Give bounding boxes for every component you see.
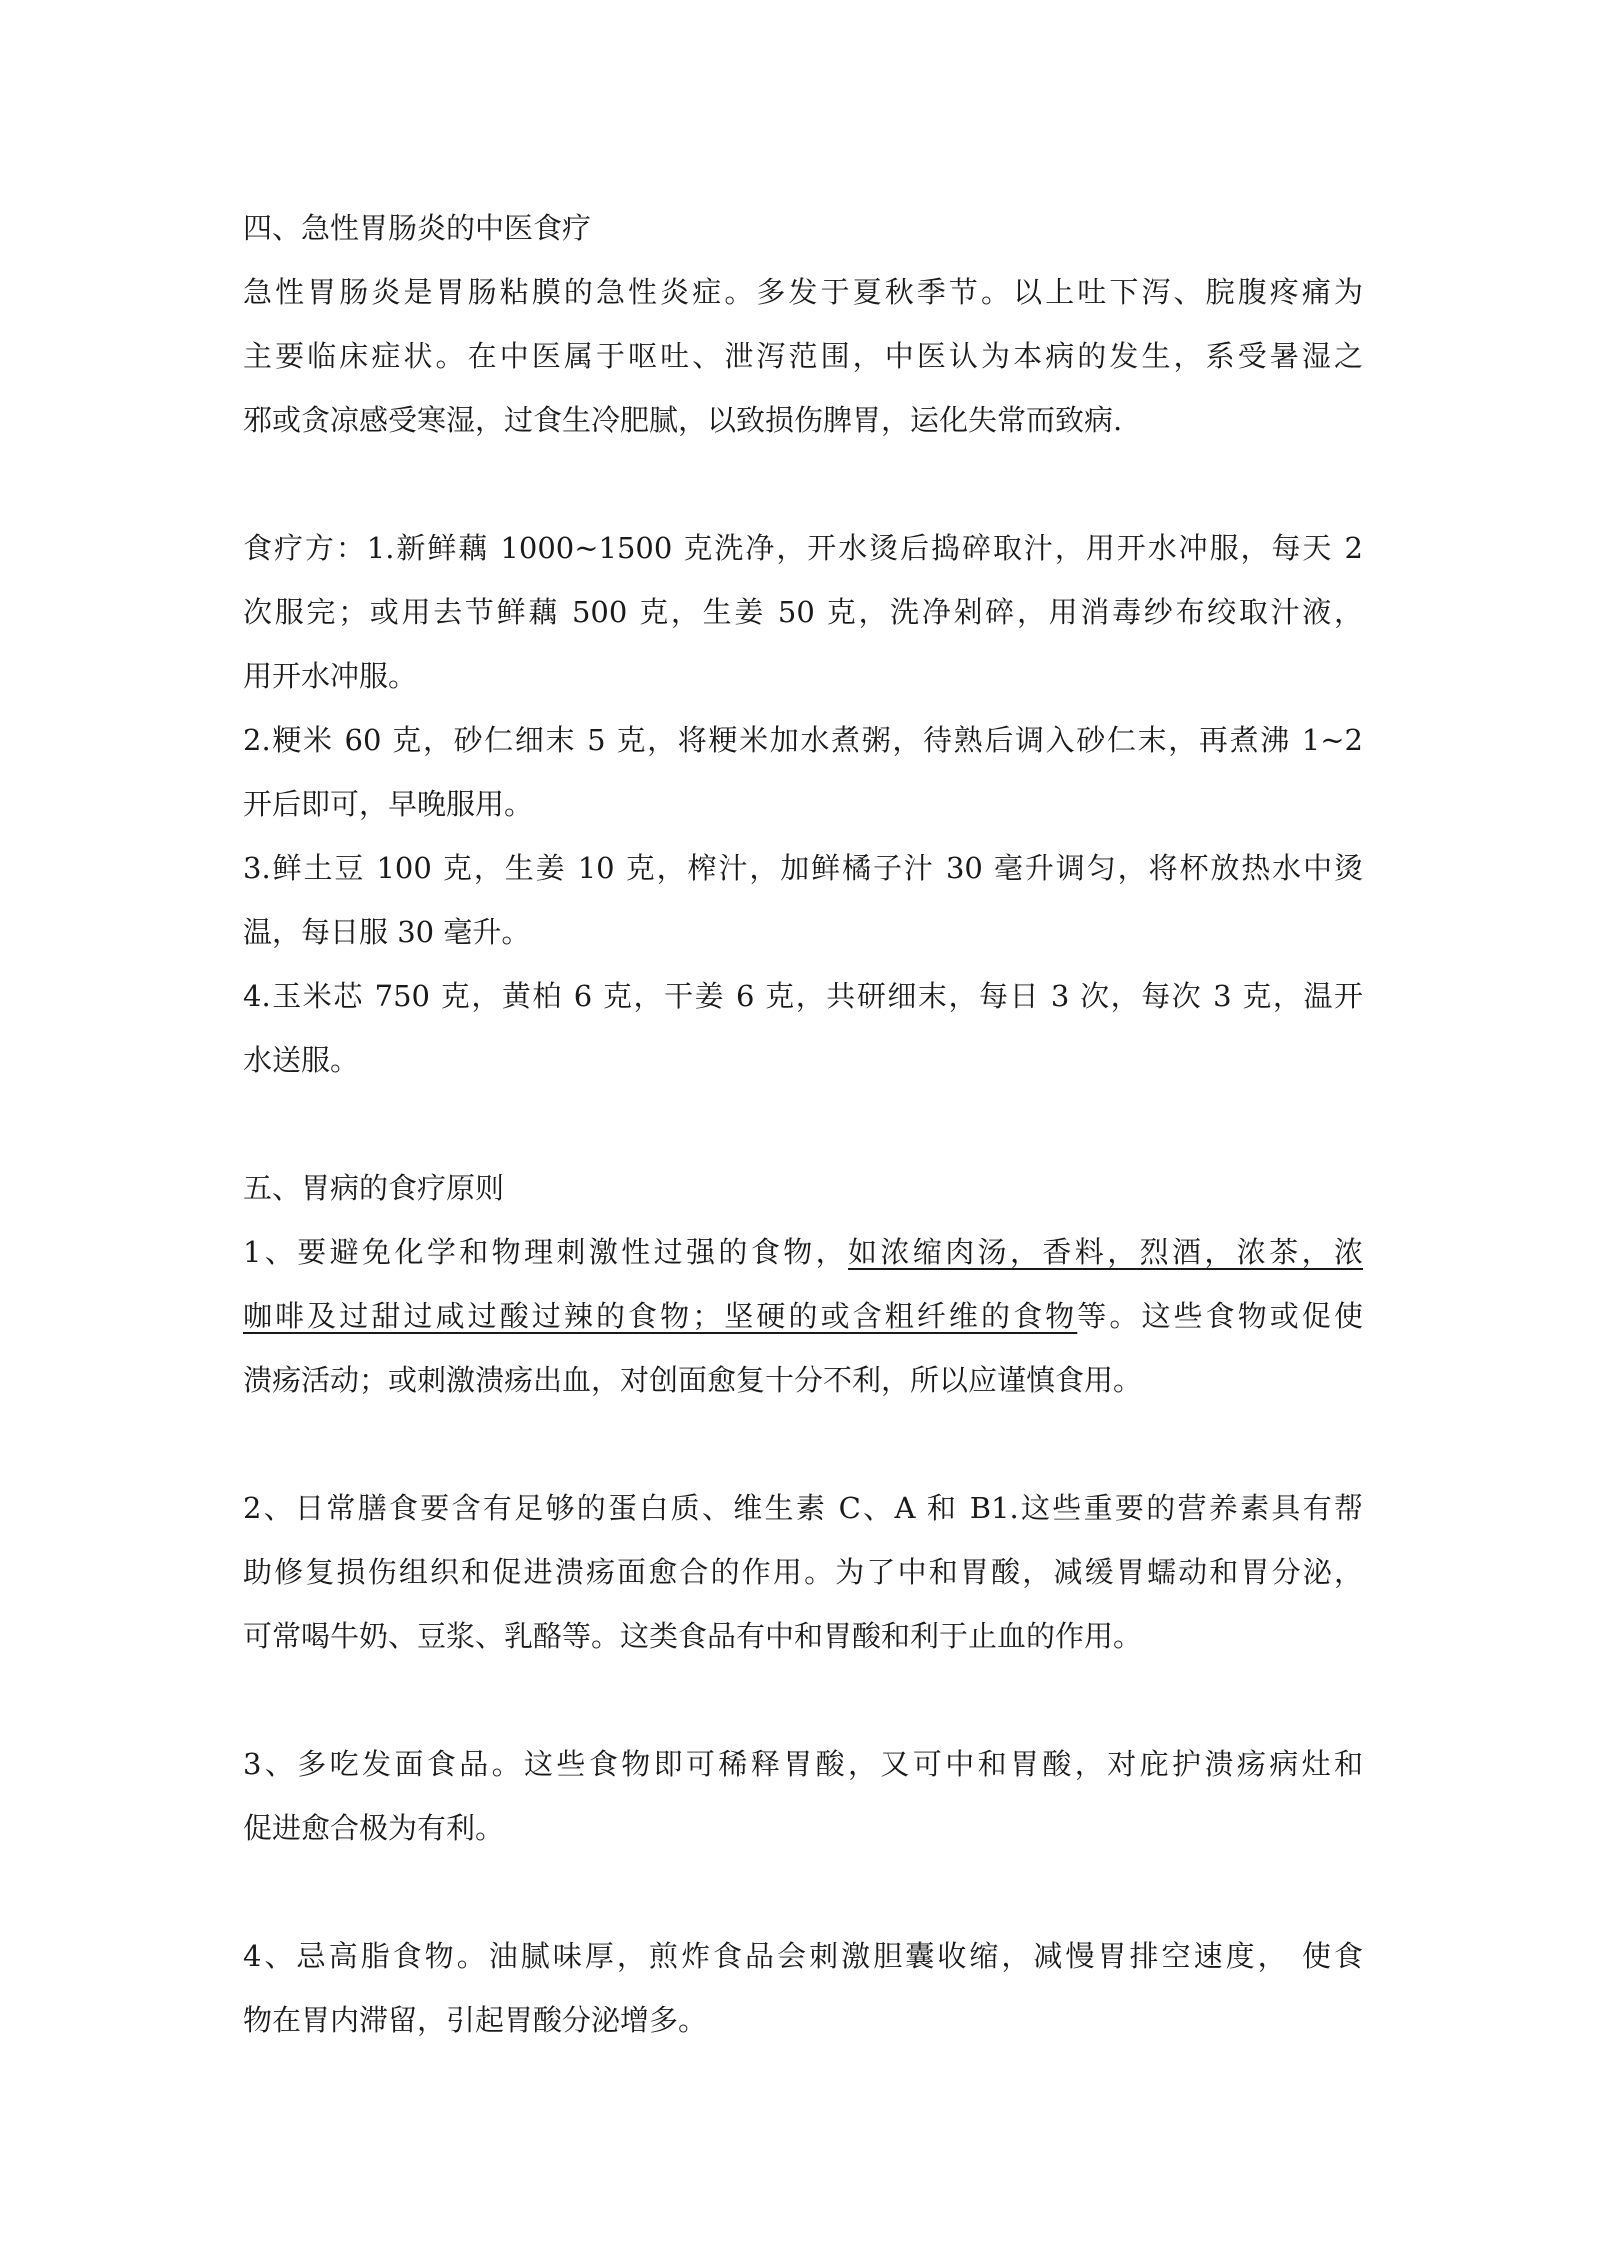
paragraph-gap: [243, 1668, 1363, 1732]
section4-intro-line3: 邪或贪凉感受寒湿，过食生冷肥腻，以致损伤脾胃，运化失常而致病.: [243, 403, 1123, 437]
principle3-line1: 3、多吃发面食品。这些食物即可稀释胃酸，又可中和胃酸，对庇护溃疡病灶和: [243, 1747, 1363, 1781]
principle1-line2-underlined: 咖啡及过甜过咸过酸过辣的食物；坚硬的或含粗纤维的食物: [243, 1299, 1078, 1333]
recipe4-line2: 水送服。: [243, 1043, 360, 1077]
principle4-line1: 4、忌高脂食物。油腻味厚，煎炸食品会刺激胆囊收缩，减慢胃排空速度， 使食: [243, 1939, 1363, 1973]
principle1-line1: [243, 1220, 1363, 1284]
section4-intro-line1: 急性胃肠炎是胃肠粘膜的急性炎症。多发于夏秋季节。以上吐下泻、脘腹疼痛为: [243, 275, 1363, 309]
principle1-line1-plain: 1、要避免化学和物理刺激性过强的食物，: [243, 1235, 849, 1269]
recipe1-line1: 食疗方：1.新鲜藕 1000~1500 克洗净，开水烫后捣碎取汁，用开水冲服，每天 2: [243, 531, 1363, 565]
paragraph-gap: [243, 1412, 1363, 1476]
principle1-line2-plain: 等。这些食物或促使: [1077, 1299, 1363, 1333]
section4-intro-line2: 主要临床症状。在中医属于呕吐、泄泻范围，中医认为本病的发生，系受暑湿之: [243, 339, 1363, 373]
principle3-line2: 促进愈合极为有利。: [243, 1811, 505, 1845]
recipe1-line2: 次服完；或用去节鲜藕 500 克，生姜 50 克，洗净剁碎，用消毒纱布绞取汁液，: [243, 595, 1363, 629]
principle2-line1: 2、日常膳食要含有足够的蛋白质、维生素 C、A 和 B1.这些重要的营养素具有帮: [243, 1491, 1363, 1525]
principle1-line3: 溃疡活动；或刺激溃疡出血，对创面愈复十分不利，所以应谨慎食用。: [243, 1363, 1143, 1397]
recipe2-line1: 2.粳米 60 克，砂仁细末 5 克，将粳米加水煮粥，待熟后调入砂仁末，再煮沸 1~2: [243, 723, 1363, 757]
paragraph-gap: [243, 452, 1363, 516]
recipe3-line1: 3.鲜土豆 100 克，生姜 10 克，榨汁，加鲜橘子汁 30 毫升调匀，将杯放热水中烫: [243, 851, 1363, 885]
recipe2-line2: 开后即可，早晚服用。: [243, 787, 534, 821]
section5-heading: 五、胃病的食疗原则: [243, 1171, 505, 1205]
paragraph-gap: [243, 1860, 1363, 1924]
principle1-line1-underlined: 如浓缩肉汤，香料，烈酒，浓茶，浓: [848, 1235, 1363, 1269]
principle2-line3: 可常喝牛奶、豆浆、乳酪等。这类食品有中和胃酸和利于止血的作用。: [243, 1619, 1143, 1653]
paragraph-gap: [243, 1092, 1363, 1156]
section4-heading: 四、急性胃肠炎的中医食疗: [243, 211, 592, 245]
document-page: [243, 196, 1363, 2052]
principle1-line2: [243, 1284, 1363, 1348]
principle2-line2: 助修复损伤组织和促进溃疡面愈合的作用。为了中和胃酸，减缓胃蠕动和胃分泌，: [243, 1555, 1363, 1589]
principle4-line2: 物在胃内滞留，引起胃酸分泌增多。: [243, 2003, 708, 2037]
recipe1-line3: 用开水冲服。: [243, 659, 418, 693]
recipe4-line1: 4.玉米芯 750 克，黄柏 6 克，干姜 6 克，共研细末，每日 3 次，每次 3 克，温开: [243, 979, 1363, 1013]
recipe3-line2: 温，每日服 30 毫升。: [243, 915, 531, 949]
